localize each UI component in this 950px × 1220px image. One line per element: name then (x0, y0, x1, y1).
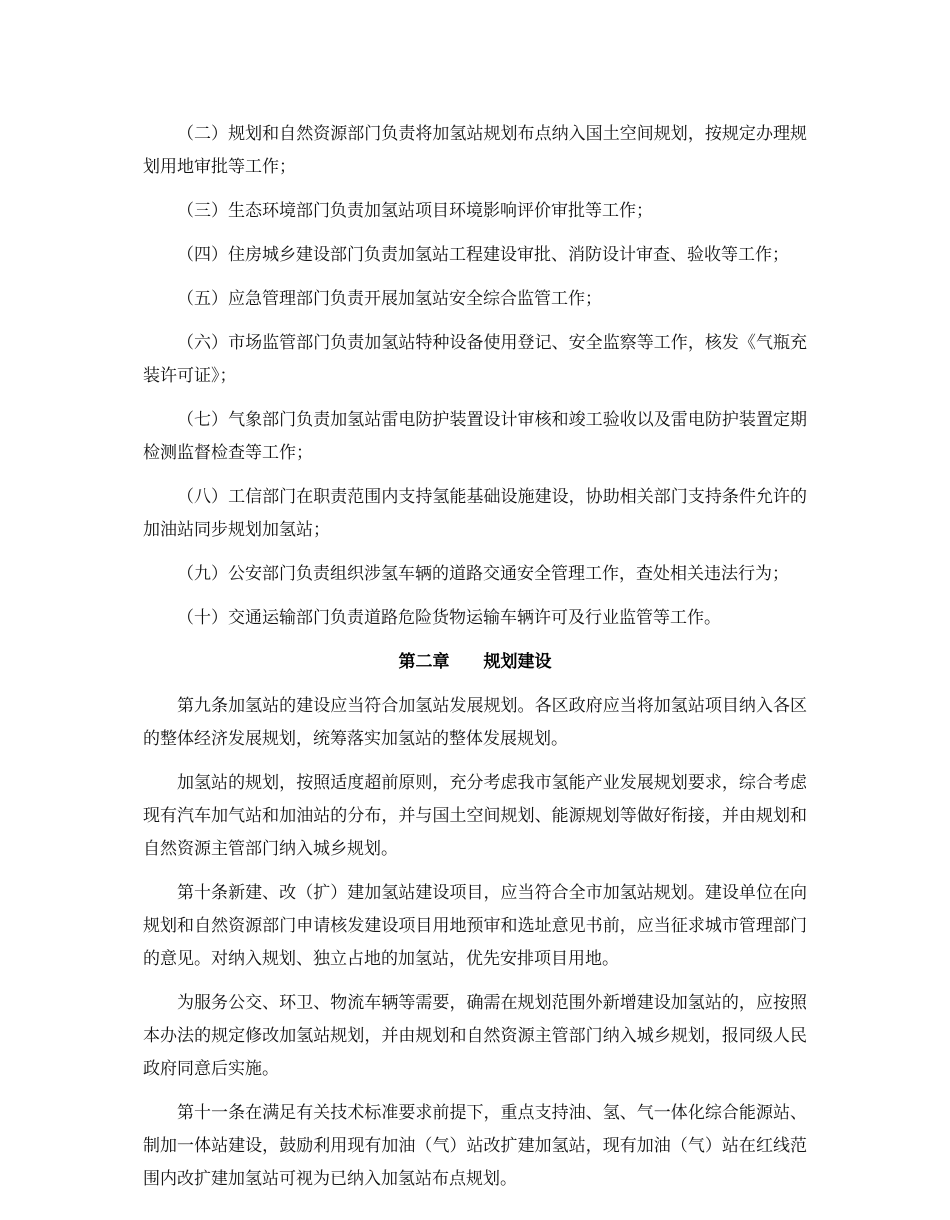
clause-3: （三）生态环境部门负责加氢站项目环境影响评价审批等工作； (177, 201, 653, 221)
article-9: 第九条加氢站的建设应当符合加氢站发展规划。各区政府应当将加氢站项目纳入各区的整体经济发展规划，统筹落实加氢站的整体发展规划。 (143, 696, 807, 749)
article-10-paragraph-2: 为服务公交、环卫、物流车辆等需要，确需在规划范围外新增建设加氢站的，应按照本办法的规定修改加氢站规划，并由规划和自然资源主管部门纳入城乡规划，报同级人民政府同意后实施。 (143, 993, 807, 1079)
clause-8: （八）工信部门在职责范围内支持氢能基础设施建设，协助相关部门支持条件允许的加油站同步规划加氢站； (143, 487, 807, 540)
chapter-number: 第二章 (398, 652, 450, 672)
chapter-title: 规划建设 (483, 652, 552, 672)
clause-9: （九）公安部门负责组织涉氢车辆的道路交通安全管理工作，查处相关违法行为； (177, 564, 789, 584)
article-9-paragraph-2: 加氢站的规划，按照适度超前原则，充分考虑我市氢能产业发展规划要求，综合考虑现有汽车加气站和加油站的分布，并与国土空间规划、能源规划等做好衔接，并由规划和自然资源主管部门纳入城乡规划。 (143, 773, 807, 859)
chapter-heading (143, 646, 807, 679)
clause-7: （七）气象部门负责加氢站雷电防护装置设计审核和竣工验收以及雷电防护装置定期检测监督检查等工作； (143, 410, 807, 463)
clause-5: （五）应急管理部门负责开展加氢站安全综合监管工作； (177, 289, 602, 309)
article-11: 第十一条在满足有关技术标准要求前提下，重点支持油、氢、气一体化综合能源站、制加一体站建设，鼓励利用现有加油（气）站改扩建加氢站，现有加油（气）站在红线范围内改扩建加氢站可视为已纳入加氢站布点规划。 (143, 1103, 807, 1189)
clause-4: （四）住房城乡建设部门负责加氢站工程建设审批、消防设计审查、验收等工作； (177, 245, 789, 265)
clause-10: （十）交通运输部门负责道路危险货物运输车辆许可及行业监管等工作。 (177, 608, 721, 628)
clause-2: （二）规划和自然资源部门负责将加氢站规划布点纳入国土空间规划，按规定办理规划用地审批等工作； (143, 124, 807, 177)
article-10: 第十条新建、改（扩）建加氢站建设项目，应当符合全市加氢站规划。建设单位在向规划和自然资源部门申请核发建设项目用地预审和选址意见书前，应当征求城市管理部门的意见。对纳入规划、独立占地的加氢站，优先安排项目用地。 (143, 883, 807, 969)
clause-6: （六）市场监管部门负责加氢站特种设备使用登记、安全监察等工作，核发《气瓶充装许可证》； (143, 333, 807, 386)
